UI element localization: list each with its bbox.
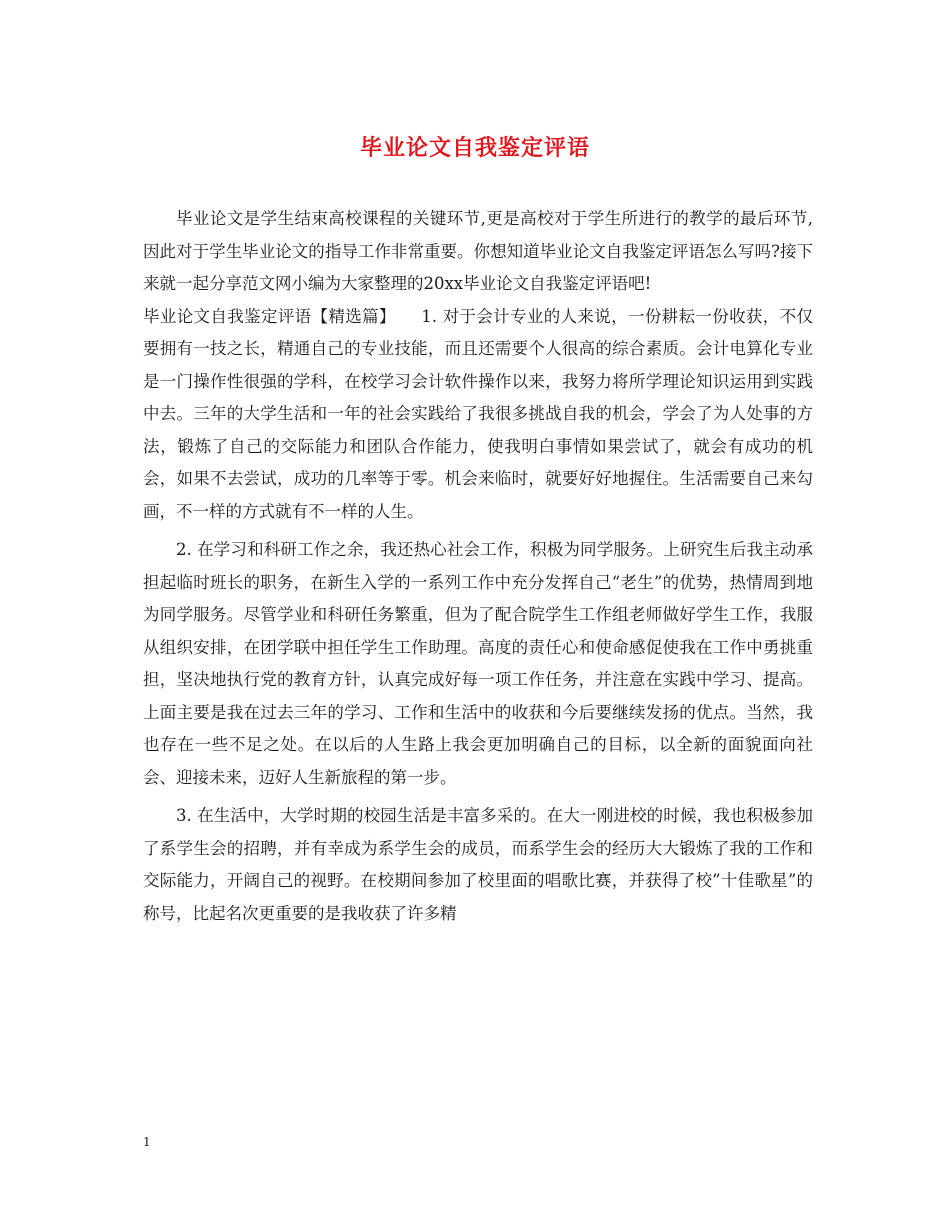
paragraph-intro: 毕业论文是学生结束高校课程的关键环节,更是高校对于学生所进行的教学的最后环节,因此对于学生毕业论文的指导工作非常重要。你想知道毕业论文自我鉴定评语怎么写吗?接下来就一起分享范文网小编为大家整理的20xx毕业论文自我鉴定评语吧!: [143, 209, 813, 293]
paragraph-section-1: 毕业论文自我鉴定评语【精选篇】 1. 对于会计专业的人来说，一份耕耘一份收获，不仅要拥有一技之长，精通自己的专业技能，而且还需要个人很高的综合素质。会计电算化专业是一门操作性很强的学科，在校学习会计软件操作以来，我努力将所学理论知识运用到实践中去。三年的大学生活和一年的社会实践给了我很多挑战自我的机会，学会了为人处事的方法，锻炼了自己的交际能力和团队合作能力，使我明白事情如果尝试了，就会有成功的机会，如果不去尝试，成功的几率等于零。机会来临时，就要好好地握住。生活需要自己来勾画，不一样的方式就有不一样的人生。: [143, 306, 813, 521]
document-body: [143, 203, 813, 930]
document-title: 毕业论文自我鉴定评语: [359, 135, 590, 161]
page-number: 1: [143, 1135, 151, 1149]
paragraph-section-3: 3. 在生活中，大学时期的校园生活是丰富多采的。在大一刚进校的时候，我也积极参加了系学生会的招聘，并有幸成为系学生会的成员，而系学生会的经历大大锻炼了我的工作和交际能力，开阔自己的视野。在校期间参加了校里面的唱歌比赛，并获得了校”十佳歌星”的称号，比起名次更重要的是我收获了许多精: [143, 806, 813, 923]
paragraph-section-2: 2. 在学习和科研工作之余，我还热心社会工作，积极为同学服务。上研究生后我主动承担起临时班长的职务，在新生入学的一系列工作中充分发挥自己“老生”的优势，热情周到地为同学服务。尽管学业和科研任务繁重，但为了配合院学生工作组老师做好学生工作，我服从组织安排，在团学联中担任学生工作助理。高度的责任心和使命感促使我在工作中勇挑重担，坚决地执行党的教育方针，认真完成好每一项工作任务，并注意在实践中学习、提高。上面主要是我在过去三年的学习、工作和生活中的收获和今后要继续发扬的优点。当然，我也存在一些不足之处。在以后的人生路上我会更加明确自己的目标，以全新的面貌面向社会、迎接未来，迈好人生新旅程的第一步。: [143, 540, 813, 787]
